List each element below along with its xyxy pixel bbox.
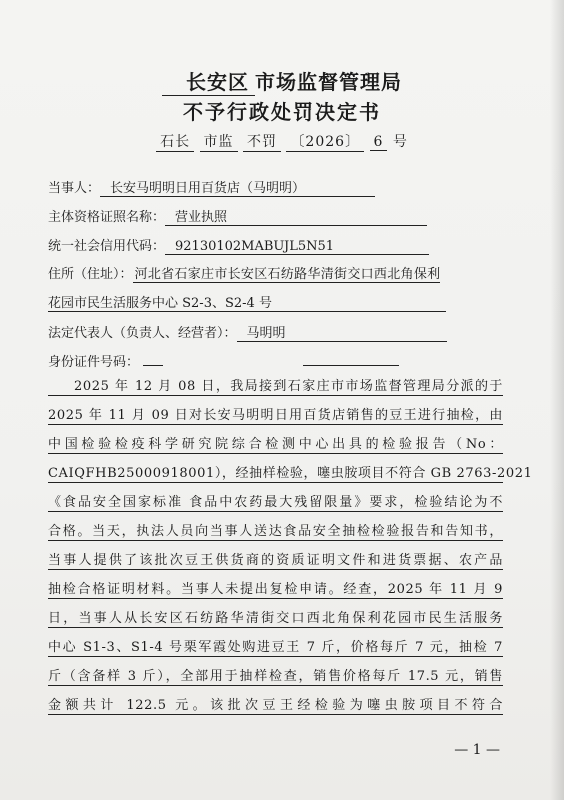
doc-no-number: 6 — [370, 134, 388, 151]
legal-rep-field — [48, 322, 447, 342]
legal-rep-label: 法定代表人（负责人、经营者）： — [48, 326, 237, 341]
doc-no-prefix: 石长 — [156, 131, 194, 152]
address-field — [48, 263, 440, 283]
address-value-line1: 河北省石家庄市长安区石纺路华清街交口西北角保利 — [133, 263, 441, 283]
body-line: 2025 年 11 月 09 日对长安马明明日用百货店销售的豆王进行抽检，由 — [48, 408, 503, 423]
body-line: 金额共计 122.5 元。该批次豆王经检验为噻虫胺项目不符合 — [48, 698, 503, 713]
document-title: 不予行政处罚决定书 — [183, 100, 381, 124]
document-number — [0, 131, 564, 152]
body-line: CAIQFHB25000918001），经抽样检验，噻虫胺项目不符合 GB 2763-2021 — [48, 466, 533, 481]
address-label: 住所（住址）： — [48, 267, 133, 282]
cert-label: 主体资格证照名称： — [48, 210, 166, 225]
doc-no-suffix: 号 — [392, 134, 408, 150]
body-line: 日，当事人从长安区石纺路华清街交口西北角保利花园市民生活服务 — [48, 611, 503, 626]
body-line: 当事人提供了该批次豆王供货商的资质证明文件和进货票据、农产品 — [48, 553, 503, 568]
bureau-district: 长安区 — [162, 66, 255, 96]
doc-no-year: 〔2026〕 — [286, 131, 364, 152]
credit-code-field — [48, 235, 429, 255]
credit-code-value: 92130102MABUJL5N51 — [165, 239, 429, 255]
party-field — [48, 177, 375, 197]
cert-value: 营业执照 — [165, 206, 427, 226]
body-line: 斤（含备样 3 斤），全部用于抽样检查，销售价格每斤 17.5 元，销售 — [48, 669, 503, 684]
page-number: — 1 — — [454, 742, 500, 758]
party-label: 当事人： — [48, 181, 101, 196]
body-line: 中心 S1-3、S1-4 号栗军霞处购进豆王 7 斤，价格每斤 7 元，抽检 7 — [48, 640, 503, 655]
body-line: 2025 年 12 月 08 日，我局接到石家庄市市场监督管理局分派的于 — [48, 378, 503, 396]
id-number-field — [48, 351, 399, 370]
party-value: 长安马明明日用百货店（马明明） — [100, 177, 375, 197]
body-line: 合格。当天，执法人员向当事人送达食品安全抽检检验报告和告知书， — [48, 524, 503, 539]
cert-field — [48, 206, 427, 226]
address-value-line2: 花园市民生活服务中心 S2-3、S2-4 号 — [48, 292, 446, 312]
credit-code-label: 统一社会信用代码： — [48, 239, 166, 254]
body-line: 中国检验检疫科学研究院综合检测中心出具的检验报告（No： — [48, 437, 503, 452]
doc-no-type: 不罚 — [243, 131, 281, 152]
id-number-blank-2 — [303, 365, 399, 366]
bureau-title — [0, 66, 564, 96]
doc-no-mid: 市监 — [200, 131, 238, 152]
id-number-blank-1 — [143, 365, 163, 366]
body-line: 《食品安全国家标准 食品中农药最大残留限量》要求，检验结论为不 — [48, 495, 503, 510]
id-number-label: 身份证件号码： — [48, 355, 140, 370]
legal-rep-value: 马明明 — [237, 322, 447, 342]
bureau-name: 市场监督管理局 — [255, 70, 402, 94]
body-line: 抽检合格证明材料。当事人未提出复检申请。经查，2025 年 11 月 9 — [48, 582, 503, 597]
